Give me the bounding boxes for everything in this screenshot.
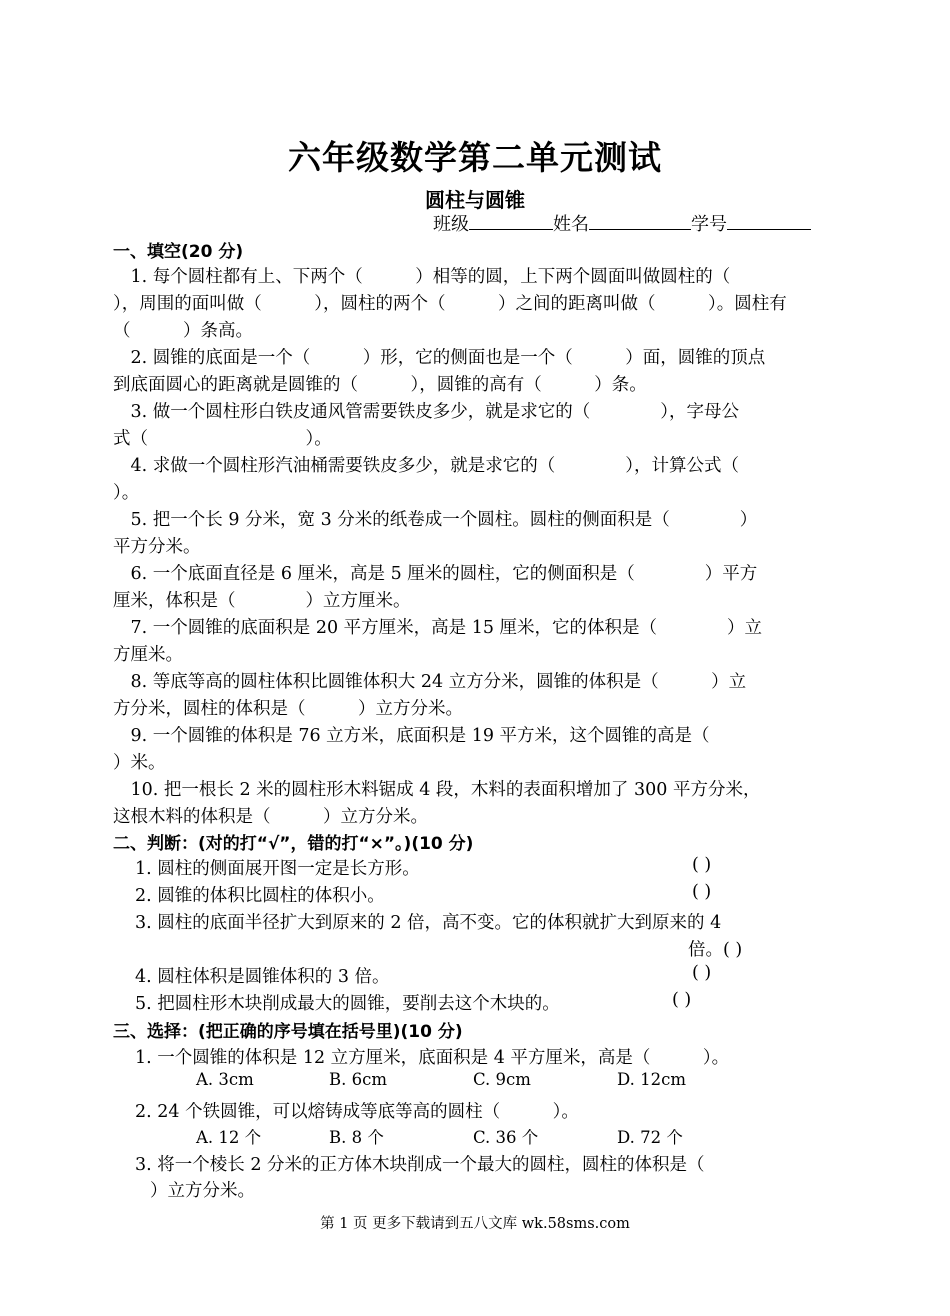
- name-label: 姓名: [553, 214, 589, 235]
- fill-line: 1. 每个圆柱都有上、下两个（ ）相等的圆，上下两个圆面叫做圆柱的（: [113, 267, 731, 287]
- section3-heading: 三、选择：(把正确的序号填在括号里)(10 分): [113, 1022, 463, 1042]
- choice-option-c[interactable]: C. 9cm: [473, 1070, 531, 1089]
- id-label: 学号: [691, 214, 727, 235]
- class-label: 班级: [433, 214, 469, 235]
- answer-paren[interactable]: ( ): [692, 963, 712, 983]
- fill-line: ）米。: [113, 753, 166, 773]
- fill-line: 到底面圆心的距离就是圆锥的（ ），圆锥的高有（ ）条。: [113, 375, 647, 395]
- choice-option-b[interactable]: B. 6cm: [329, 1070, 387, 1089]
- answer-paren[interactable]: ( ): [692, 855, 712, 875]
- fill-line: 8. 等底等高的圆柱体积比圆锥体积大 24 立方分米，圆锥的体积是（ ）立: [113, 672, 747, 692]
- page-title: 六年级数学第二单元测试: [288, 138, 662, 177]
- fill-line: ）。: [113, 483, 140, 503]
- fill-line: 4. 求做一个圆柱形汽油桶需要铁皮多少，就是求它的（ ），计算公式（: [113, 456, 740, 476]
- section1-heading: 一、填空(20 分): [113, 242, 244, 262]
- name-blank[interactable]: [589, 211, 691, 230]
- choice-question: 1. 一个圆锥的体积是 12 立方厘米，底面积是 4 平方厘米，高是（ ）。: [135, 1048, 730, 1068]
- fill-line: 方分米，圆柱的体积是（ ）立方分米。: [113, 699, 463, 719]
- choice-option-a[interactable]: A. 12 个: [196, 1128, 262, 1147]
- choice-option-d[interactable]: D. 12cm: [617, 1070, 687, 1089]
- fill-line: 9. 一个圆锥的体积是 76 立方米，底面积是 19 平方米，这个圆锥的高是（: [113, 726, 710, 746]
- judge-question: 5. 把圆柱形木块削成最大的圆锥，要削去这个木块的。: [135, 994, 560, 1014]
- judge-question: 4. 圆柱体积是圆锥体积的 3 倍。: [135, 967, 390, 987]
- choice-question: 3. 将一个棱长 2 分米的正方体木块削成一个最大的圆柱，圆柱的体积是（: [135, 1155, 705, 1175]
- judge-question: 1. 圆柱的侧面展开图一定是长方形。: [135, 859, 420, 879]
- choice-option-b[interactable]: B. 8 个: [329, 1128, 384, 1147]
- page-footer: 第 1 页 更多下载请到五八文库 wk.58sms.com: [320, 1216, 630, 1232]
- choice-question-cont: ）立方分米。: [150, 1181, 255, 1201]
- id-blank[interactable]: [727, 211, 811, 230]
- fill-line: （ ）条高。: [113, 321, 253, 341]
- fill-line: 6. 一个底面直径是 6 厘米，高是 5 厘米的圆柱，它的侧面积是（ ）平方: [113, 564, 758, 584]
- choice-option-a[interactable]: A. 3cm: [196, 1070, 254, 1089]
- fill-line: 平方分米。: [113, 537, 201, 557]
- fill-line: 7. 一个圆锥的底面积是 20 平方厘米，高是 15 厘米，它的体积是（ ）立: [113, 618, 763, 638]
- choice-option-c[interactable]: C. 36 个: [473, 1128, 539, 1147]
- judge-question-cont[interactable]: 倍。( ): [688, 940, 743, 960]
- fill-line: 10. 把一根长 2 米的圆柱形木料锯成 4 段，木料的表面积增加了 300 平方分米，: [113, 780, 761, 800]
- choice-option-d[interactable]: D. 72 个: [617, 1128, 683, 1147]
- answer-paren[interactable]: ( ): [672, 990, 692, 1010]
- judge-question: 2. 圆锥的体积比圆柱的体积小。: [135, 886, 385, 906]
- fill-line: 3. 做一个圆柱形白铁皮通风管需要铁皮多少，就是求它的（ ），字母公: [113, 402, 740, 422]
- choice-question: 2. 24 个铁圆锥，可以熔铸成等底等高的圆柱（ ）。: [135, 1102, 579, 1122]
- student-info: [433, 210, 811, 236]
- fill-line: 2. 圆锥的底面是一个（ ）形，它的侧面也是一个（ ）面，圆锥的顶点: [113, 348, 766, 368]
- class-blank[interactable]: [469, 211, 553, 230]
- fill-line: 5. 把一个长 9 分米，宽 3 分米的纸卷成一个圆柱。圆柱的侧面积是（ ）: [113, 510, 758, 530]
- fill-line: 厘米，体积是（ ）立方厘米。: [113, 591, 411, 611]
- section2-heading: 二、判断：(对的打“√”，错的打“×”。)(10 分): [113, 834, 474, 854]
- fill-line: 方厘米。: [113, 645, 183, 665]
- judge-question: 3. 圆柱的底面半径扩大到原来的 2 倍，高不变。它的体积就扩大到原来的 4: [135, 913, 722, 933]
- page-subtitle: 圆柱与圆锥: [425, 188, 525, 212]
- fill-line: 式（ ）。: [113, 429, 332, 449]
- answer-paren[interactable]: ( ): [692, 882, 712, 902]
- fill-line: ），周围的面叫做（ ），圆柱的两个（ ）之间的距离叫做（ ）。圆柱有: [113, 294, 787, 314]
- fill-line: 这根木料的体积是（ ）立方分米。: [113, 807, 428, 827]
